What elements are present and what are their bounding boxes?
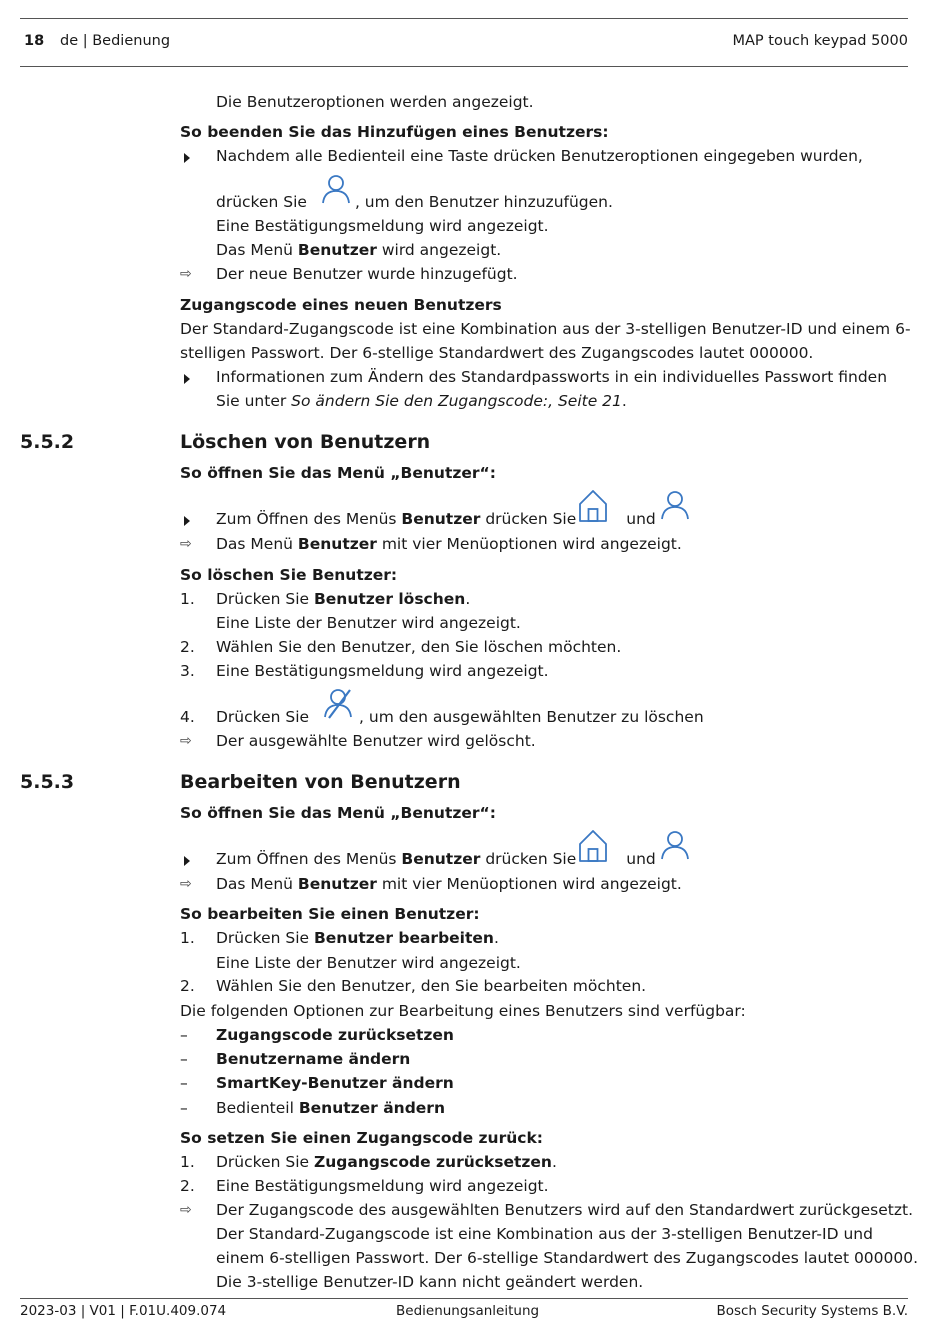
page-number: 18 xyxy=(24,33,45,49)
dash-marker: – xyxy=(180,1099,188,1117)
sec553-options-intro: Die folgenden Optionen zur Bearbeitung eines Benutzers sind verfügbar: xyxy=(180,1002,746,1020)
result-arrow: ⇨ xyxy=(180,1202,192,1218)
result-arrow: ⇨ xyxy=(180,876,192,892)
sec552-step1-sub: Eine Liste der Benutzer wird angezeigt. xyxy=(216,614,521,632)
sec552-step2: Wählen Sie den Benutzer, den Sie löschen möchten. xyxy=(216,638,622,656)
finish-add-step-line2: drücken Sie , um den Benutzer hinzuzufügen. xyxy=(216,193,613,211)
result-arrow: ⇨ xyxy=(180,733,192,749)
step-number: 1. xyxy=(180,1153,195,1171)
finish-add-heading: So beenden Sie das Hinzufügen eines Benutzers: xyxy=(180,123,609,141)
bullet-marker xyxy=(180,369,210,388)
footer-doc-id: 2023-03 | V01 | F.01U.409.074 xyxy=(20,1303,227,1319)
access-code-heading: Zugangscode eines neuen Benutzers xyxy=(180,296,502,314)
access-code-bullet-line2: Sie unter So ändern Sie den Zugangscode:, Seite 21. xyxy=(216,392,627,410)
finish-add-confirm: Eine Bestätigungsmeldung wird angezeigt. xyxy=(216,217,549,235)
sec552-result: Der ausgewählte Benutzer wird gelöscht. xyxy=(216,732,536,750)
sec553-option2: Benutzername ändern xyxy=(216,1050,411,1068)
footer-doc-type: Bedienungsanleitung xyxy=(396,1303,540,1319)
step-number: 2. xyxy=(180,1177,195,1195)
finish-add-result: Der neue Benutzer wurde hinzugefügt. xyxy=(216,265,518,283)
header-bottom-rule xyxy=(20,66,908,67)
header-product: MAP touch keypad 5000 xyxy=(732,33,908,49)
access-code-para-line1: Der Standard-Zugangscode ist eine Kombination aus der 3-stelligen Benutzer-ID und einem 6- xyxy=(180,320,911,338)
sec552-open-step: Zum Öffnen des Menüs Benutzer drücken Sie und xyxy=(216,510,656,528)
finish-add-step-line1: Nachdem alle Bedienteil eine Taste drücken Benutzeroptionen eingegeben wurden, xyxy=(216,147,863,165)
sec553-reset-heading: So setzen Sie einen Zugangscode zurück: xyxy=(180,1129,543,1147)
dash-marker: – xyxy=(180,1074,188,1092)
step-number: 2. xyxy=(180,638,195,656)
step-number: 1. xyxy=(180,929,195,947)
sec552-open-result: Das Menü Benutzer mit vier Menüoptionen wird angezeigt. xyxy=(216,535,682,553)
header-top-rule xyxy=(20,18,908,19)
footer-rule xyxy=(20,1298,908,1299)
home-icon xyxy=(578,489,608,523)
sec553-reset-result-line4: Die 3-stellige Benutzer-ID kann nicht geändert werden. xyxy=(216,1273,644,1291)
sec553-open-result: Das Menü Benutzer mit vier Menüoptionen wird angezeigt. xyxy=(216,875,682,893)
step-number: 4. xyxy=(180,708,195,726)
sec553-reset-step1: Drücken Sie Zugangscode zurücksetzen. xyxy=(216,1153,557,1171)
section-title-552: Löschen von Benutzern xyxy=(180,431,431,453)
user-icon xyxy=(660,830,690,860)
step-number: 1. xyxy=(180,590,195,608)
sec553-reset-step2: Eine Bestätigungsmeldung wird angezeigt. xyxy=(216,1177,549,1195)
sec553-step1-sub: Eine Liste der Benutzer wird angezeigt. xyxy=(216,954,521,972)
step-number: 3. xyxy=(180,662,195,680)
sec553-reset-result-line3: einem 6-stelligen Passwort. Der 6-stellige Standardwert des Zugangscodes lautet 000000. xyxy=(216,1249,919,1267)
intro-options-shown: Die Benutzeroptionen werden angezeigt. xyxy=(216,93,534,111)
bullet-marker xyxy=(180,511,210,530)
section-title-553: Bearbeiten von Benutzern xyxy=(180,771,461,793)
sec553-open-heading: So öffnen Sie das Menü „Benutzer“: xyxy=(180,804,496,822)
delete-user-icon xyxy=(323,688,355,720)
result-arrow: ⇨ xyxy=(180,536,192,552)
bullet-marker xyxy=(180,148,210,167)
step-number: 2. xyxy=(180,977,195,995)
sec552-step3: Eine Bestätigungsmeldung wird angezeigt. xyxy=(216,662,549,680)
bullet-marker xyxy=(180,851,210,870)
sec553-step2: Wählen Sie den Benutzer, den Sie bearbeiten möchten. xyxy=(216,977,647,995)
section-number-553: 5.5.3 xyxy=(20,771,75,793)
user-icon xyxy=(321,174,351,204)
home-icon xyxy=(578,829,608,863)
sec553-step1: Drücken Sie Benutzer bearbeiten. xyxy=(216,929,499,947)
sec552-delete-heading: So löschen Sie Benutzer: xyxy=(180,566,398,584)
dash-marker: – xyxy=(180,1050,188,1068)
section-number-552: 5.5.2 xyxy=(20,431,75,453)
result-arrow: ⇨ xyxy=(180,266,192,282)
access-code-bullet-line1: Informationen zum Ändern des Standardpassworts in ein individuelles Passwort finden xyxy=(216,368,888,386)
footer-company: Bosch Security Systems B.V. xyxy=(716,1303,908,1319)
dash-marker: – xyxy=(180,1026,188,1044)
sec553-reset-result-line1: Der Zugangscode des ausgewählten Benutzers wird auf den Standardwert zurückgesetzt. xyxy=(216,1201,914,1219)
sec553-option1: Zugangscode zurücksetzen xyxy=(216,1026,454,1044)
finish-add-menu: Das Menü Benutzer wird angezeigt. xyxy=(216,241,502,259)
sec553-reset-result-line2: Der Standard-Zugangscode ist eine Kombination aus der 3-stelligen Benutzer-ID und xyxy=(216,1225,873,1243)
sec553-option3: SmartKey-Benutzer ändern xyxy=(216,1074,454,1092)
cross-reference-link[interactable]: So ändern Sie den Zugangscode:, Seite 21 xyxy=(291,392,622,410)
sec553-edit-heading: So bearbeiten Sie einen Benutzer: xyxy=(180,905,480,923)
header-section: de | Bedienung xyxy=(60,33,171,49)
sec552-open-heading: So öffnen Sie das Menü „Benutzer“: xyxy=(180,464,496,482)
sec552-step1: Drücken Sie Benutzer löschen. xyxy=(216,590,471,608)
sec553-option4: Bedienteil Benutzer ändern xyxy=(216,1099,445,1117)
access-code-para-line2: stelligen Passwort. Der 6-stellige Standardwert des Zugangscodes lautet 000000. xyxy=(180,344,814,362)
user-icon xyxy=(660,490,690,520)
sec553-open-step: Zum Öffnen des Menüs Benutzer drücken Sie und xyxy=(216,850,656,868)
sec552-step4: Drücken Sie , um den ausgewählten Benutzer zu löschen xyxy=(216,708,704,726)
